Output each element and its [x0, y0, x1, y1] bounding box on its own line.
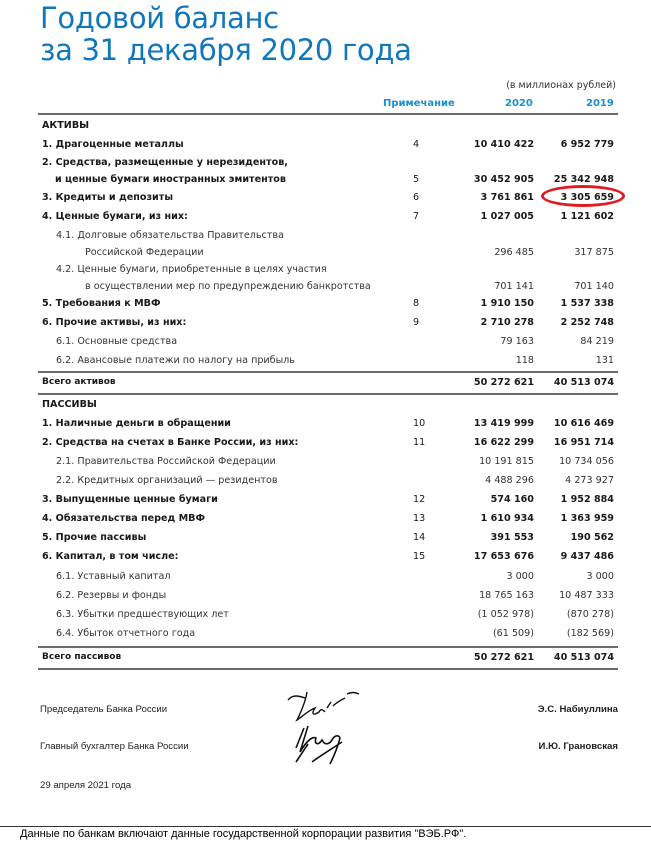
footnote-divider — [0, 826, 651, 827]
chair-signature-icon — [285, 686, 365, 726]
chair-role: Председатель Банка России — [40, 704, 168, 715]
header-divider — [38, 113, 618, 115]
total-divider-bottom — [38, 393, 618, 395]
total-divider-top — [38, 646, 618, 648]
page-title — [40, 2, 412, 66]
total-divider-top — [38, 371, 618, 373]
column-header-note: Примечание — [383, 98, 455, 109]
units-note: (в миллионах рублей) — [506, 80, 616, 91]
accountant-role: Главный бухгалтер Банка России — [40, 741, 189, 752]
footnote: Данные по банкам включают данные государственной корпорации развития "ВЭБ.РФ". — [20, 828, 467, 840]
highlighted-value: 3 305 659 — [560, 192, 614, 203]
chair-name: Э.С. Набиуллина — [537, 704, 618, 715]
title-line-2: за 31 декабря 2020 года — [40, 33, 412, 67]
column-header-2019: 2019 — [586, 98, 614, 109]
signature-date: 29 апреля 2021 года — [40, 780, 132, 791]
title-line-1: Годовой баланс — [40, 1, 279, 35]
column-header-2020: 2020 — [505, 98, 533, 109]
accountant-signature-icon — [290, 722, 360, 770]
accountant-name: И.Ю. Грановская — [538, 741, 618, 752]
red-highlight-circle — [541, 185, 625, 207]
total-divider-bottom — [38, 668, 618, 670]
